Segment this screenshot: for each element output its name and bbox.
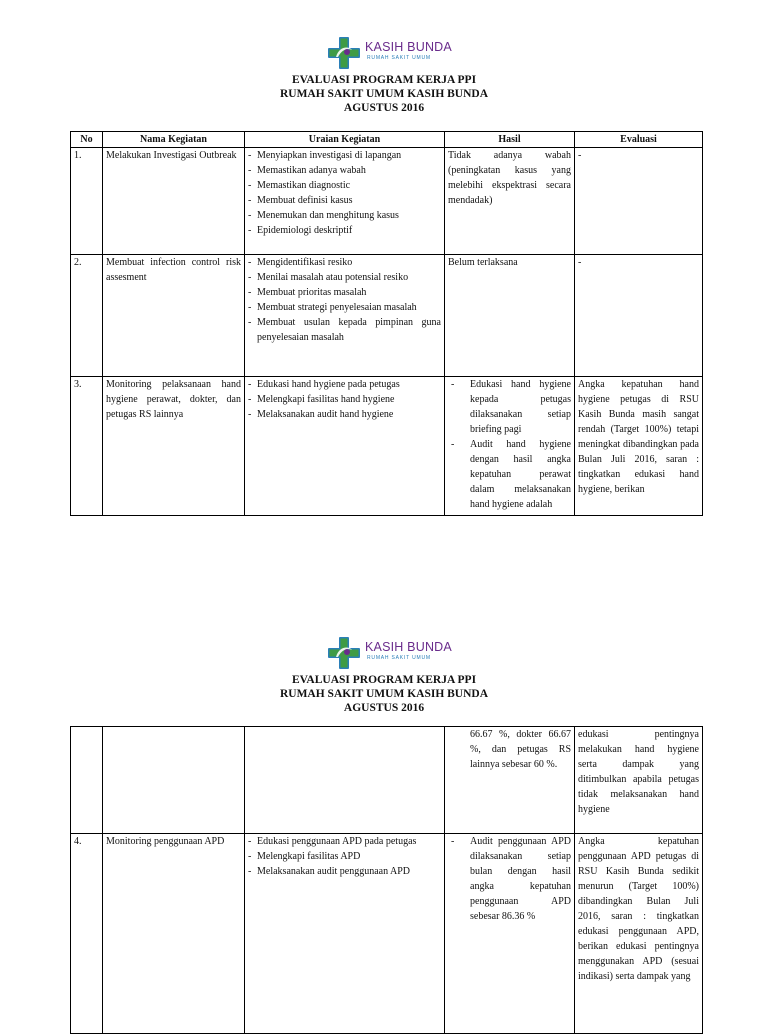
result-item: - Audit hand hygiene dengan hasil angka kepatuhan perawat dalam melaksanakan hand hygiene adalah	[448, 437, 571, 512]
medical-cross-logo-icon	[327, 36, 361, 70]
result-item: - Edukasi hand hygiene kepada petugas dilaksanakan setiap briefing pagi	[448, 377, 571, 437]
medical-cross-logo-icon	[327, 636, 361, 670]
hospital-logo	[327, 36, 457, 70]
evaluation-text: Angka kepatuhan hand hygiene petugas di RSU Kasih Bunda masih sangat rendah (Target 100%) tetapi meningkat dibandingkan pada Bulan Juli 2016, saran : tingkatkan edukasi hand hygiene, berikan	[575, 377, 703, 516]
document-titles	[0, 73, 768, 115]
description-item: - Menyiapkan investigasi di lapangan	[248, 148, 441, 163]
description-item: - Edukasi hand hygiene pada petugas	[248, 377, 441, 392]
column-header-nama-kegiatan: Nama Kegiatan	[103, 132, 245, 148]
result-list	[445, 377, 575, 516]
description-item: - Memastikan diagnostic	[248, 178, 441, 193]
evaluation-text: -	[575, 148, 703, 255]
table-header-row	[71, 132, 703, 148]
description-item: - Membuat usulan kepada pimpinan guna penyelesaian masalah	[248, 315, 441, 345]
logo-name: KASIH BUNDA	[365, 640, 452, 654]
hospital-name: RUMAH SAKIT UMUM KASIH BUNDA	[279, 688, 489, 700]
activity-description	[245, 834, 445, 1034]
result-continuation: 66.67 %, dokter 66.67 %, dan petugas RS lainnya sebesar 60 %.	[470, 729, 571, 770]
document-titles	[0, 673, 768, 715]
description-item: - Menemukan dan menghitung kasus	[248, 208, 441, 223]
activity-description	[245, 377, 445, 516]
description-item: - Melengkapi fasilitas APD	[248, 849, 441, 864]
evaluation-text: edukasi pentingnya melakukan hand hygiene serta dampak yang ditimbulkan apabila petugas tidak melaksanakan hand hygiene	[575, 727, 703, 834]
row-number: 3.	[71, 377, 103, 516]
table-row	[71, 148, 703, 255]
description-item: - Melengkapi fasilitas hand hygiene	[248, 392, 441, 407]
table-row	[71, 255, 703, 377]
activity-name: Membuat infection control risk assesment	[103, 255, 245, 377]
result-item: - Audit penggunaan APD dilaksanakan setiap bulan dengan hasil angka kepatuhan penggunaan APD sebesar 86.36 %	[448, 834, 571, 924]
row-number: 2.	[71, 255, 103, 377]
column-header-evaluasi: Evaluasi	[575, 132, 703, 148]
document-title: EVALUASI PROGRAM KERJA PPI	[291, 674, 477, 686]
result-text	[445, 727, 575, 834]
evaluation-table-continued	[70, 726, 703, 1034]
activity-description	[245, 148, 445, 255]
description-item: - Membuat strategi penyelesaian masalah	[248, 300, 441, 315]
description-item: - Memastikan adanya wabah	[248, 163, 441, 178]
activity-name	[103, 727, 245, 834]
hospital-name: RUMAH SAKIT UMUM KASIH BUNDA	[279, 88, 489, 100]
column-header-hasil: Hasil	[445, 132, 575, 148]
column-header-uraian-kegiatan: Uraian Kegiatan	[245, 132, 445, 148]
logo-subtitle: RUMAH SAKIT UMUM	[367, 55, 431, 61]
row-number	[71, 727, 103, 834]
evaluation-text: Angka kepatuhan penggunaan APD petugas di RSU Kasih Bunda sedikit menurun (Target 100%) dibandingkan Bulan Juli 2016, saran : tingkatkan edukasi penggunaan APD, berikan edukasi pentingnya menggunakan APD (sesuai indikasi) serta dampak yang	[575, 834, 703, 1034]
activity-name: Monitoring pelaksanaan hand hygiene perawat, dokter, dan petugas RS lainnya	[103, 377, 245, 516]
evaluation-text: -	[575, 255, 703, 377]
description-item: - Menilai masalah atau potensial resiko	[248, 270, 441, 285]
result-list	[445, 834, 575, 1034]
activity-name: Monitoring penggunaan APD	[103, 834, 245, 1034]
table-row-continued	[71, 727, 703, 834]
activity-name: Melakukan Investigasi Outbreak	[103, 148, 245, 255]
description-item: - Melaksanakan audit hand hygiene	[248, 407, 441, 422]
table-row	[71, 834, 703, 1034]
table-row	[71, 377, 703, 516]
result-text: Belum terlaksana	[445, 255, 575, 377]
activity-description	[245, 255, 445, 377]
column-header-no: No	[71, 132, 103, 148]
description-item: - Edukasi penggunaan APD pada petugas	[248, 834, 441, 849]
logo-subtitle: RUMAH SAKIT UMUM	[367, 655, 431, 661]
activity-description	[245, 727, 445, 834]
evaluation-table	[70, 131, 703, 516]
hospital-logo	[327, 636, 457, 670]
description-item: - Epidemiologi deskriptif	[248, 223, 441, 238]
logo-name: KASIH BUNDA	[365, 40, 452, 54]
description-item: - Mengidentifikasi resiko	[248, 255, 441, 270]
description-item: - Membuat definisi kasus	[248, 193, 441, 208]
description-item: - Melaksanakan audit penggunaan APD	[248, 864, 441, 879]
period-label: AGUSTUS 2016	[343, 102, 425, 114]
row-number: 1.	[71, 148, 103, 255]
document-title: EVALUASI PROGRAM KERJA PPI	[291, 74, 477, 86]
result-text: Tidak adanya wabah (peningkatan kasus yang melebihi ekspektrasi secara mendadak)	[445, 148, 575, 255]
period-label: AGUSTUS 2016	[343, 702, 425, 714]
row-number: 4.	[71, 834, 103, 1034]
description-item: - Membuat prioritas masalah	[248, 285, 441, 300]
